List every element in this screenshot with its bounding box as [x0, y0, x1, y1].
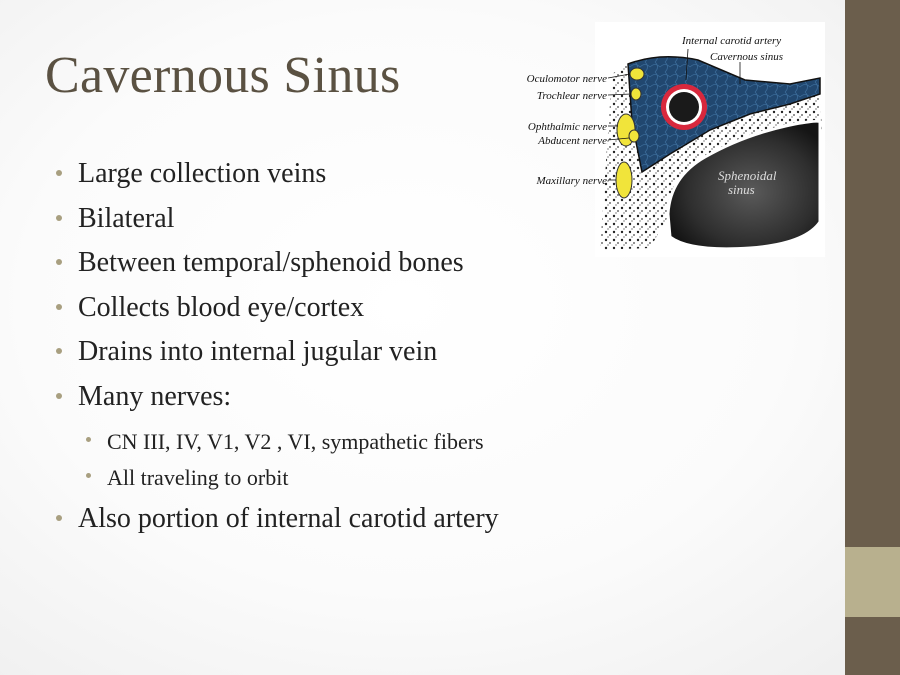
bullet-dot-icon — [56, 348, 62, 354]
bullet-dot-icon — [56, 170, 62, 176]
internal-carotid-artery-label: Internal carotid artery — [682, 35, 782, 47]
abducent-nerve-label: Abducent nerve — [538, 135, 607, 147]
sidebar-accent — [845, 547, 900, 617]
bullet-text: Also portion of internal carotid artery — [78, 503, 499, 534]
sphenoidal-sinus-label-2: sinus — [728, 182, 755, 197]
trochlear-nerve-label: Trochlear nerve — [536, 90, 607, 102]
bullet-dot-icon — [86, 437, 91, 442]
bullet-dot-icon — [56, 259, 62, 265]
sub-bullet-item — [52, 425, 652, 461]
abducent-nerve-shape — [629, 130, 639, 142]
oculomotor-nerve-label: Oculomotor nerve — [526, 73, 607, 85]
bullet-text: Drains into internal jugular vein — [78, 336, 438, 367]
bullet-item — [52, 381, 652, 426]
maxillary-nerve-shape — [616, 162, 632, 198]
ophthalmic-nerve-label: Ophthalmic nerve — [527, 121, 607, 133]
bullet-text: Between temporal/sphenoid bones — [78, 247, 464, 278]
bullet-dot-icon — [56, 304, 62, 310]
bullet-text: Collects blood eye/cortex — [78, 291, 365, 323]
bullet-dot-icon — [56, 393, 62, 399]
bullet-text: Bilateral — [78, 202, 175, 234]
maxillary-nerve-label: Maxillary nerve — [536, 175, 607, 187]
cavernous-sinus-diagram — [500, 22, 825, 257]
bullet-dot-icon — [56, 515, 62, 521]
bullet-item — [52, 292, 652, 337]
oculomotor-nerve-shape — [630, 68, 644, 80]
bullet-item — [52, 336, 652, 381]
bullet-text: Many nerves: — [78, 380, 232, 412]
cavernous-sinus-label: Cavernous sinus — [710, 51, 784, 63]
anatomy-figure — [500, 22, 825, 257]
bullet-dot-icon — [56, 215, 62, 221]
sub-bullet-text: All traveling to orbit — [107, 465, 289, 490]
bullet-dot-icon — [86, 473, 91, 478]
sub-bullet-item — [52, 461, 652, 497]
bullet-item — [52, 503, 652, 548]
trochlear-nerve-shape — [631, 88, 641, 100]
sphenoidal-sinus-label: Sphenoidal — [718, 168, 777, 183]
sub-bullet-text: CN III, IV, V1, V2 , VI, sympathetic fibers — [107, 429, 484, 454]
bullet-text: Large collection veins — [78, 158, 327, 189]
slide-title: Cavernous Sinus — [45, 47, 401, 104]
